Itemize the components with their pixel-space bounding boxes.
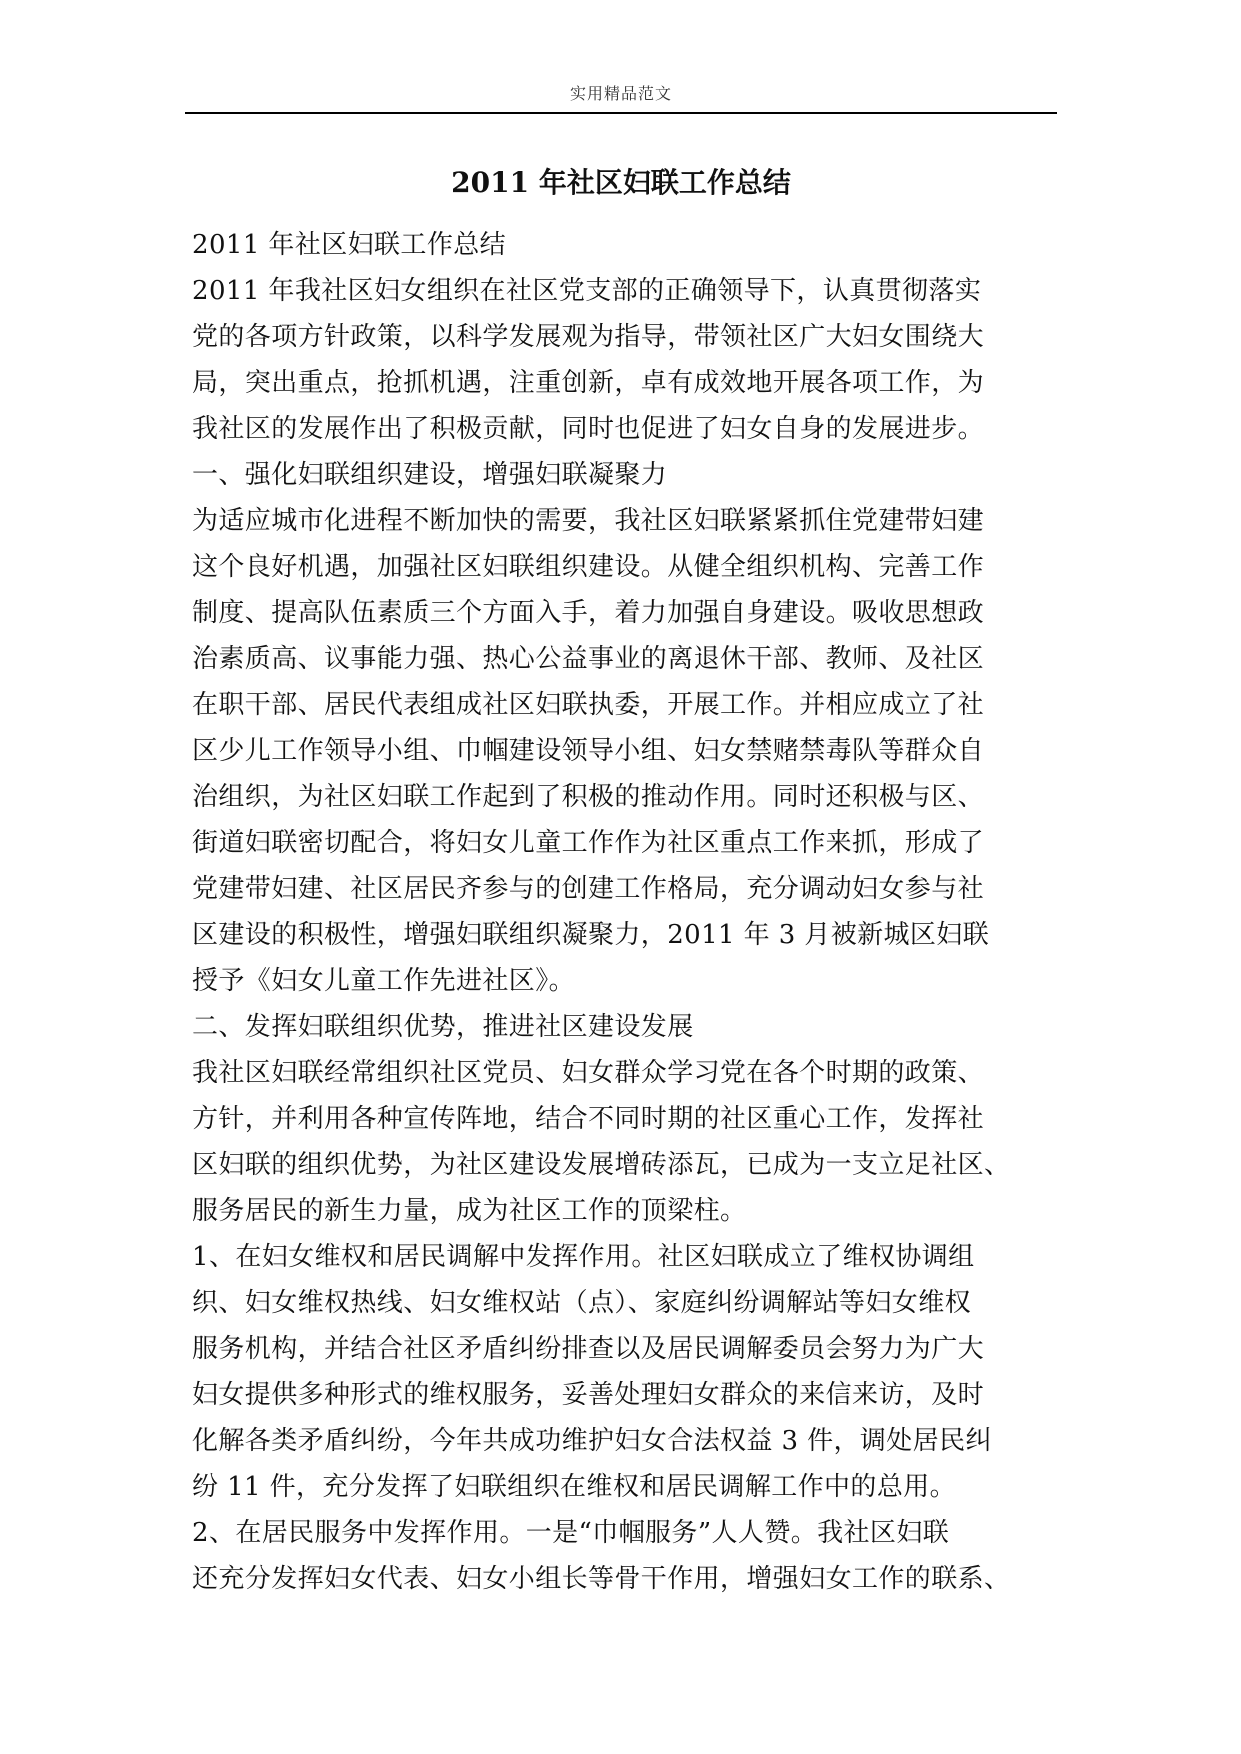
body-line: 方针，并利用各种宣传阵地，结合不同时期的社区重心工作，发挥社 — [192, 1104, 985, 1134]
body-line: 化解各类矛盾纠纷，今年共成功维护妇女合法权益 3 件，调处居民纠 — [192, 1426, 992, 1456]
body-line: 治组织，为社区妇联工作起到了积极的推动作用。同时还积极与区、 — [192, 782, 985, 812]
body-line: 我社区妇联经常组织社区党员、妇女群众学习党在各个时期的政策、 — [192, 1058, 985, 1088]
document-body — [192, 222, 1064, 1602]
body-line: 我社区的发展作出了积极贡献，同时也促进了妇女自身的发展进步。 — [192, 414, 985, 444]
document-title: 2011 年社区妇联工作总结 — [451, 166, 791, 199]
body-line: 区少儿工作领导小组、巾帼建设领导小组、妇女禁赌禁毒队等群众自 — [192, 736, 985, 766]
body-line: 1、在妇女维权和居民调解中发挥作用。社区妇联成立了维权协调组 — [192, 1242, 975, 1272]
body-line: 授予《妇女儿童工作先进社区》。 — [192, 966, 576, 996]
body-line: 妇女提供多种形式的维权服务，妥善处理妇女群众的来信来访，及时 — [192, 1380, 985, 1410]
body-line: 在职干部、居民代表组成社区妇联执委，开展工作。并相应成立了社 — [192, 690, 985, 720]
body-line: 还充分发挥妇女代表、妇女小组长等骨干作用，增强妇女工作的联系、 — [192, 1564, 1011, 1594]
body-line: 制度、提高队伍素质三个方面入手，着力加强自身建设。吸收思想政 — [192, 598, 985, 628]
body-line: 服务机构，并结合社区矛盾纠纷排查以及居民调解委员会努力为广大 — [192, 1334, 985, 1364]
body-line: 为适应城市化进程不断加快的需要，我社区妇联紧紧抓住党建带妇建 — [192, 506, 985, 536]
body-line: 局，突出重点，抢抓机遇，注重创新，卓有成效地开展各项工作，为 — [192, 368, 985, 398]
body-line: 区建设的积极性，增强妇联组织凝聚力，2011 年 3 月被新城区妇联 — [192, 920, 990, 950]
body-line: 区妇联的组织优势，为社区建设发展增砖添瓦，已成为一支立足社区、 — [192, 1150, 1011, 1180]
running-header: 实用精品范文 — [569, 84, 672, 103]
body-line: 2011 年我社区妇女组织在社区党支部的正确领导下，认真贯彻落实 — [192, 276, 982, 306]
body-line: 党建带妇建、社区居民齐参与的创建工作格局，充分调动妇女参与社 — [192, 874, 985, 904]
body-line: 服务居民的新生力量，成为社区工作的顶梁柱。 — [192, 1196, 747, 1226]
section-heading: 二、发挥妇联组织优势，推进社区建设发展 — [192, 1012, 694, 1042]
body-line: 2011 年社区妇联工作总结 — [192, 230, 507, 260]
body-line: 街道妇联密切配合，将妇女儿童工作作为社区重点工作来抓，形成了 — [192, 828, 985, 858]
body-line: 纷 11 件，充分发挥了妇联组织在维权和居民调解工作中的总用。 — [192, 1472, 957, 1502]
body-line: 治素质高、议事能力强、热心公益事业的离退休干部、教师、及社区 — [192, 644, 985, 674]
body-line: 这个良好机遇，加强社区妇联组织建设。从健全组织机构、完善工作 — [192, 552, 985, 582]
section-heading: 一、强化妇联组织建设，增强妇联凝聚力 — [192, 460, 668, 490]
body-line: 党的各项方针政策，以科学发展观为指导，带领社区广大妇女围绕大 — [192, 322, 985, 352]
body-line: 织、妇女维权热线、妇女维权站（点）、家庭纠纷调解站等妇女维权 — [192, 1288, 972, 1318]
body-line: 2、在居民服务中发挥作用。一是“巾帼服务”人人赞。我社区妇联 — [192, 1518, 950, 1548]
header-divider — [185, 112, 1057, 114]
